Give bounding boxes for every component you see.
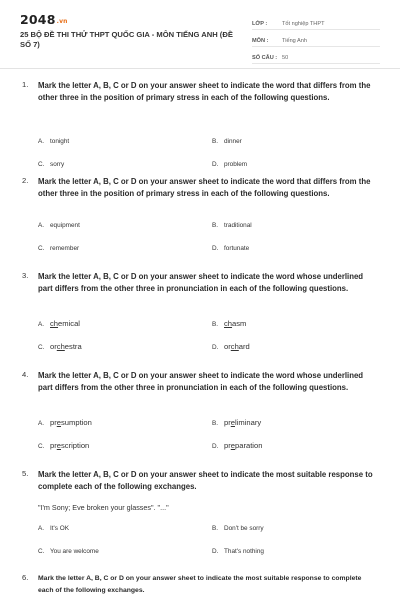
logo-sub: .vn bbox=[56, 18, 68, 25]
answer-option-d[interactable]: D. That's nothing bbox=[212, 548, 264, 555]
meta-row-class bbox=[252, 13, 380, 30]
page-header bbox=[0, 0, 400, 69]
question-number: 5. bbox=[22, 469, 29, 478]
question-number: 4. bbox=[22, 370, 29, 379]
answer-option-a[interactable]: A. chemical bbox=[38, 319, 80, 328]
answer-option-a[interactable]: A. It's OK bbox=[38, 525, 69, 532]
meta-value: 50 bbox=[282, 55, 289, 61]
document-title: 25 BỘ ĐỀ THI THỬ THPT QUỐC GIA - MÔN TIẾNG ANH (ĐỀ SỐ 7) bbox=[20, 30, 233, 49]
answer-option-d[interactable]: D. preparation bbox=[212, 441, 263, 450]
answer-option-c[interactable]: C. prescription bbox=[38, 441, 90, 450]
answer-option-b[interactable]: B. Don't be sorry bbox=[212, 525, 264, 532]
question-number: 6. bbox=[22, 573, 29, 582]
question-text: Mark the letter A, B, C or D on your answer sheet to indicate the word whose underlined part differs from the other three in pronunciation in each of the following questions. bbox=[38, 272, 364, 293]
answer-option-b[interactable]: B. traditional bbox=[212, 222, 252, 229]
meta-key: MÔN : bbox=[252, 38, 269, 44]
answer-option-c[interactable]: C. sorry bbox=[38, 161, 65, 168]
answer-option-a[interactable]: A. presumption bbox=[38, 418, 92, 427]
question-prompt: "I'm Sony; Eve broken your glasses". "..." bbox=[38, 503, 169, 512]
meta-key: SỐ CÂU : bbox=[252, 55, 278, 61]
question-text: Mark the letter A, B, C or D on your answer sheet to indicate the word that differs from the other three in the position of primary stress in each of the following questions. bbox=[38, 81, 371, 102]
answer-option-c[interactable]: C. orchestra bbox=[38, 342, 82, 351]
exam-meta bbox=[252, 13, 380, 64]
meta-value: Tiếng Anh bbox=[282, 38, 307, 44]
answer-option-b[interactable]: B. dinner bbox=[212, 138, 242, 145]
meta-value: Tốt nghiệp THPT bbox=[282, 21, 325, 27]
question-text: Mark the letter A, B, C or D on your answer sheet to indicate the word that differs from the other three in the position of primary stress in each of the following questions. bbox=[38, 177, 371, 198]
question-number: 3. bbox=[22, 271, 29, 280]
answer-option-a[interactable]: A. equipment bbox=[38, 222, 80, 229]
logo-main: 2048 bbox=[20, 12, 56, 27]
meta-key: LỚP : bbox=[252, 21, 268, 27]
answer-option-c[interactable]: C. You are welcome bbox=[38, 548, 99, 555]
meta-row-count bbox=[252, 47, 380, 64]
answer-option-c[interactable]: C. remember bbox=[38, 245, 80, 252]
answer-option-d[interactable]: D. fortunate bbox=[212, 245, 250, 252]
answer-option-b[interactable]: B. preliminary bbox=[212, 418, 262, 427]
answer-option-d[interactable]: D. problem bbox=[212, 161, 248, 168]
answer-option-b[interactable]: B. chasm bbox=[212, 319, 247, 328]
meta-row-subject bbox=[252, 30, 380, 47]
question-text: Mark the letter A, B, C or D on your answer sheet to indicate the word whose underlined part differs from the other three in pronunciation in each of the following questions. bbox=[38, 371, 364, 392]
answer-option-d[interactable]: D. orchard bbox=[212, 342, 250, 351]
question-number: 1. bbox=[22, 80, 29, 89]
question-number: 2. bbox=[22, 176, 29, 185]
site-logo[interactable] bbox=[20, 12, 68, 27]
question-text: Mark the letter A, B, C or D on your answer sheet to indicate the most suitable response to complete each of the following exchanges. bbox=[38, 575, 362, 594]
answer-option-a[interactable]: A. tonight bbox=[38, 138, 70, 145]
question-text: Mark the letter A, B, C or D on your answer sheet to indicate the most suitable response to complete each of the following exchanges. bbox=[38, 470, 373, 491]
